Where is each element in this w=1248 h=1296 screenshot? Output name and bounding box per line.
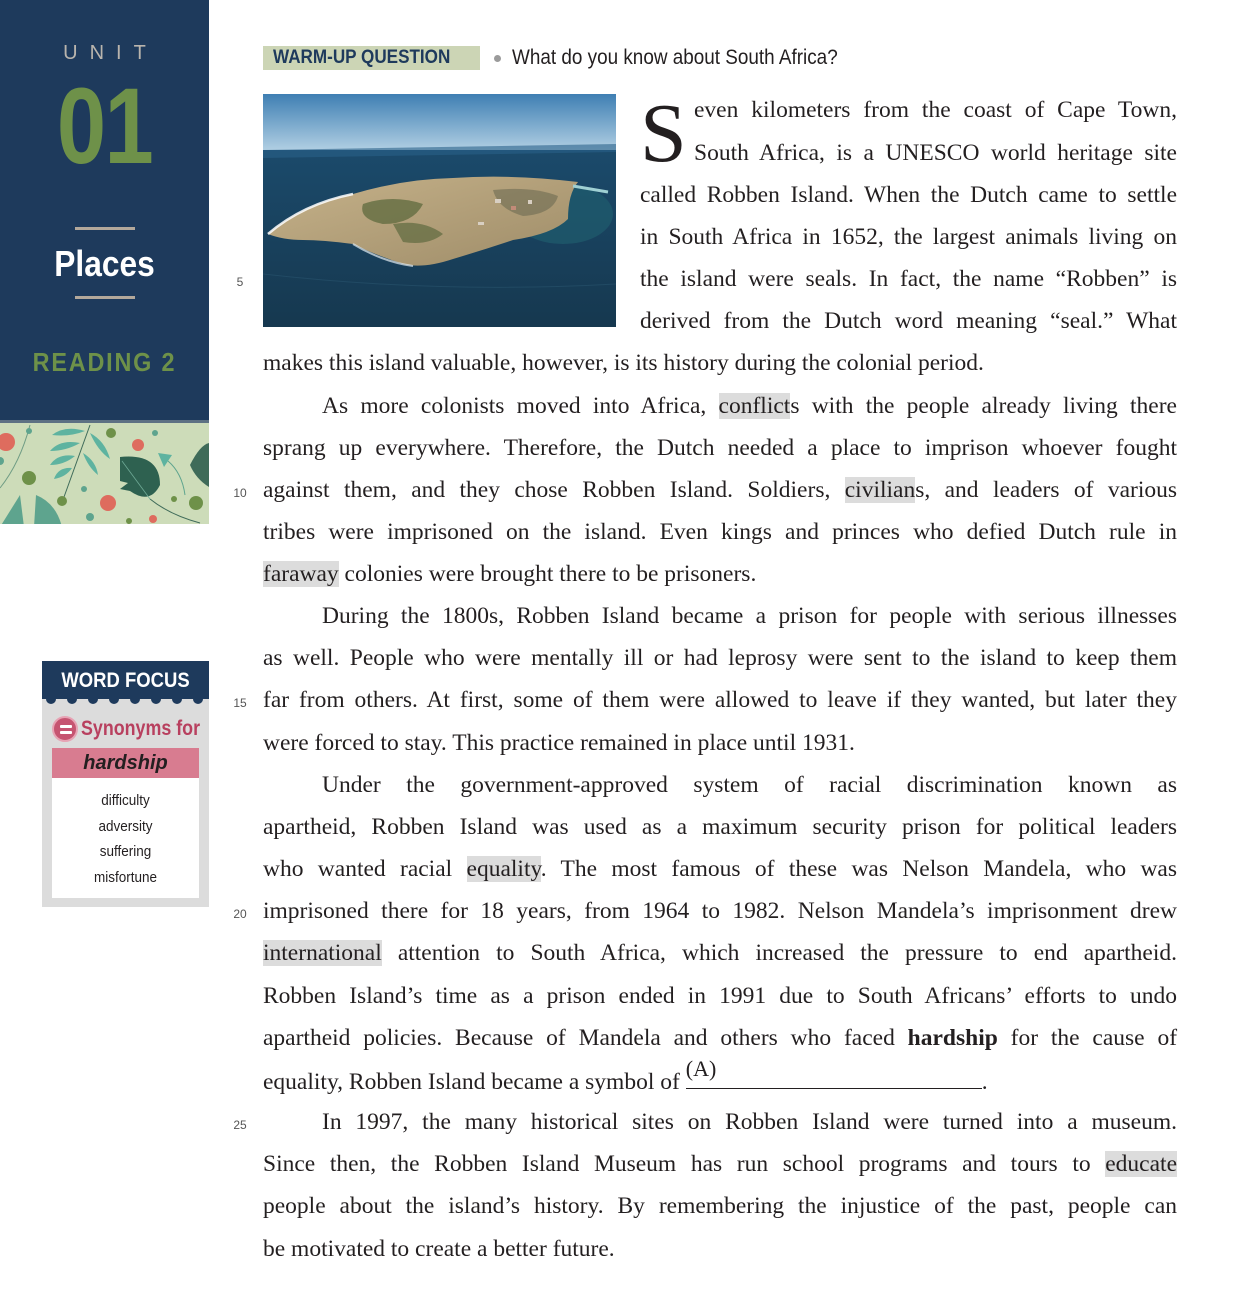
line-number: 10 [233,486,247,500]
text-span: apartheid policies. Because of Mandela and others who faced [263,1025,895,1051]
robben-island-photo [263,94,616,327]
leaf-pattern-banner [0,420,209,524]
text-line: sprang up everywhere. Therefore, the Dutch needed a place to imprison whoever fought [263,435,1177,461]
unit-number: 01 [56,65,153,186]
text-span: s, and leaders of various [915,477,1178,503]
text-line [263,938,1177,968]
text-line: makes this island valuable, however, is its history during the colonial period. [263,350,984,376]
text-line: the island were seals. In fact, the name “Robben” is [640,266,1177,292]
warmup-tag-label: WARM-UP QUESTION [273,47,451,68]
vocab-highlight: equality [466,856,541,882]
text-span: for the cause of [1010,1025,1178,1051]
warmup-question [263,46,874,70]
text-span: As more colonists moved into Africa, [322,393,707,419]
synonym-item: adversity [98,817,153,835]
text-line [263,1056,1177,1097]
leaf-pattern-icon [0,423,209,524]
island-photo-icon [263,94,616,327]
text-line [263,475,1177,505]
divider [75,227,135,230]
vocab-highlight: civilian [844,477,916,503]
text-line [263,1023,1177,1053]
text-line: in South Africa in 1652, the largest animals living on [640,224,1177,250]
text-span: equality, Robben Island became a symbol of [263,1069,680,1095]
text-span: attention to South Africa, which increased the pressure to end apartheid. [381,940,1177,966]
line-number: 25 [233,1118,247,1132]
line-number: 20 [233,907,247,921]
text-line: Robben Island’s time as a prison ended in 1991 due to South Africans’ efforts to undo [263,983,1177,1009]
word-focus-box [42,661,209,907]
reading-label: READING 2 [32,347,177,377]
vocab-highlight: international [263,940,382,966]
text-span: . The most famous of these was Nelson Mandela, who was [540,856,1178,882]
word-focus-header [42,661,209,699]
text-line: be motivated to create a better future. [263,1236,615,1262]
line-number: 5 [236,275,244,289]
divider [75,296,135,299]
vocab-highlight: faraway [263,561,339,587]
word-focus-title: WORD FOCUS [61,669,190,692]
text-line: Under the government-approved system of racial discrimination known as [322,772,1177,798]
text-line: were forced to stay. This practice remained in place until 1931. [263,730,855,756]
scallop-edge-icon [42,695,209,705]
text-span: colonies were brought there to be prisoners. [338,561,757,587]
text-span: Since then, the Robben Island Museum has run school programs and tours to [263,1151,1091,1177]
unit-label: UNIT [63,42,158,64]
text-span: who wanted racial [263,856,453,882]
text-line: In 1997, the many historical sites on Robben Island were turned into a museum. [322,1109,1177,1135]
synonym-item: suffering [99,843,152,860]
line-number: 15 [233,696,247,710]
text-line [263,1149,1177,1179]
drop-cap: S [640,87,687,180]
warmup-question-text: What do you know about South Africa? [512,46,838,69]
unit-panel [0,0,209,420]
text-line [263,391,1177,421]
text-line: called Robben Island. When the Dutch came to settle [640,182,1177,208]
bullet-icon [494,55,501,62]
text-line: South Africa, is a UNESCO world heritage site [694,140,1177,166]
vocab-highlight: conflict [718,393,791,419]
text-span: . [981,1069,988,1095]
text-line: tribes were imprisoned on the island. Even kings and princes who defied Dutch rule in [263,519,1177,545]
blank-label: (A) [685,1056,717,1081]
synonyms-heading [52,715,221,743]
unit-title: Places [54,243,155,284]
synonym-list [52,778,199,898]
text-span: s with the people already living there [790,393,1177,419]
key-word: hardship [907,1025,998,1051]
text-line [263,559,1177,589]
text-line: far from others. At first, some of them were allowed to leave if they wanted, but later they [263,687,1177,713]
text-line: even kilometers from the coast of Cape Town, [694,97,1177,123]
equals-icon [52,716,78,742]
text-line: as well. People who were mentally ill or had leprosy were sent to the island to keep them [263,645,1177,671]
focus-word: hardship [52,748,199,778]
vocab-highlight: educate [1105,1151,1178,1177]
answer-blank-a[interactable] [685,1056,982,1089]
text-line: people about the island’s history. By remembering the injustice of the past, people can [263,1193,1177,1219]
text-line: apartheid, Robben Island was used as a maximum security prison for political leaders [263,814,1177,840]
synonym-item: difficulty [101,792,150,809]
synonyms-label: Synonyms for [81,717,201,740]
text-line: During the 1800s, Robben Island became a prison for people with serious illnesses [322,603,1177,629]
text-line: imprisoned there for 18 years, from 1964 to 1982. Nelson Mandela’s imprisonment drew [263,898,1177,924]
warmup-tag [263,46,480,70]
text-span: against them, and they chose Robben Island. Soldiers, [263,477,831,503]
text-line: derived from the Dutch word meaning “seal.” What [640,308,1177,334]
synonym-item: misfortune [93,868,158,886]
text-line [263,854,1177,884]
